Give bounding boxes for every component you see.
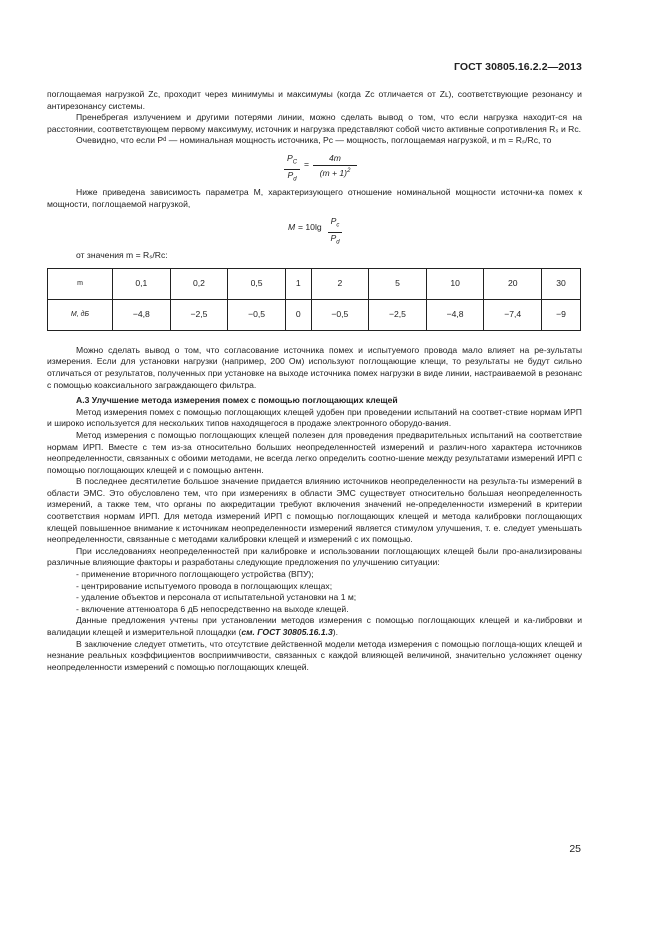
paragraph: Очевидно, что если Pᵈ — номинальная мощность источника, Pᴄ — мощность, поглощаемая нагрузкой, и m = Rₛ/Rᴄ, то bbox=[76, 135, 552, 146]
list-item: - включение аттенюатора 6 дБ непосредственно на выходе клещей. bbox=[76, 603, 349, 614]
table-cell: −2,5 bbox=[369, 299, 427, 330]
table-cell: 30 bbox=[542, 268, 581, 299]
table-cell: −4,8 bbox=[113, 299, 171, 330]
list-item: - центрирование испытуемого провода в поглощающих клещах; bbox=[76, 580, 333, 591]
table-row-label-m: m bbox=[48, 268, 113, 299]
paragraph: Ниже приведена зависимость параметра M, характеризующего отношение номинальной мощности источни-ка помех к мощности, поглощаемой нагрузкой, bbox=[47, 186, 582, 209]
table-cell: −0,5 bbox=[311, 299, 369, 330]
formula-rhs-fraction: 4m $(m + 1)^2$ bbox=[313, 153, 357, 179]
paragraph: Пренебрегая излучением и другими потерями линии, можно сделать вывод о том, что если нагрузка находит-ся на расстоянии, соответствующем первому максимуму, источник и нагрузка представляют собой чисто активные сопротивления Rₛ и Rᴄ. bbox=[47, 112, 582, 134]
table-cell: 10 bbox=[426, 268, 484, 299]
paragraph: поглощаемая нагрузкой Zᴄ, проходит через минимумы и максимумы (когда Zᴄ отличается от Zʟ), соответствующие резонансу и антирезонансу системы. bbox=[47, 89, 582, 111]
formula-M-eq: = 10lg bbox=[298, 222, 322, 233]
table-cell: 0,2 bbox=[170, 268, 228, 299]
formula-M bbox=[47, 212, 582, 246]
section-heading: А.3 Улучшение метода измерения помех с помощью поглощающих клещей bbox=[76, 395, 398, 406]
document-body bbox=[47, 89, 582, 673]
paragraph: Метод измерения помех с помощью поглощающих клещей удобен при проведении испытаний на соответ-ствие нормам ИРП и широко используется для нескольких типов находящегося в продаже электронного оборудо-вания. bbox=[47, 406, 582, 429]
paragraph bbox=[47, 615, 582, 638]
paragraph-text: ). bbox=[332, 627, 339, 637]
paragraph-text: Данные предложения учтены при установлении методов измерения с помощью поглощающих клещей и ка-либровки и валидации клещей и измерительной площадки ( bbox=[47, 615, 582, 637]
table-cell: −7,4 bbox=[484, 299, 542, 330]
list-item: - удаление объектов и персонала от испытательной установки на 1 м; bbox=[76, 592, 357, 603]
page-number: 25 bbox=[569, 843, 581, 855]
proposals-list bbox=[47, 569, 582, 615]
table-cell: 1 bbox=[285, 268, 311, 299]
standard-reference-link[interactable]: см. ГОСТ 30805.16.1.3 bbox=[241, 627, 333, 637]
m-vs-M-table bbox=[47, 268, 581, 331]
formula-M-lhs: M bbox=[288, 222, 296, 233]
table-cell: 2 bbox=[311, 268, 369, 299]
formula-equals: = bbox=[304, 158, 310, 169]
paragraph: от значения m = Rₛ/Rᴄ: bbox=[76, 250, 168, 261]
table-cell: 5 bbox=[369, 268, 427, 299]
paragraph: В последнее десятилетие большое значение придается влиянию источников неопределенности на результа-ты измерений в области ЭМС. Это обусловлено тем, что при измерениях в области ЭМС существует относительно большая неопределенность измерений, а также тем, что органы по аккредитации требуют включения значений не-определенности измерений в критерии соответствия нормам ИРП. Для метода измерений ИРП с помощью поглощающих клещей и метода калибровки поглощающих клещей повышенное внимание к источникам неопределенности измерений является стимулом улучшения, т. е. следует уменьшать неопределенности, связанные с методами калибровки клещей и измерений с их помощью. bbox=[47, 476, 582, 545]
table-cell: 0,5 bbox=[228, 268, 286, 299]
formula-lhs-fraction: $P_C$ $P_d$ bbox=[284, 153, 300, 187]
formula-power-ratio bbox=[47, 149, 582, 183]
paragraph: При исследованиях неопределенностей при калибровке и использовании поглощающих клещей были про-анализированы различные влияющие факторы и разработаны следующие предложения по улучшению ситуации: bbox=[47, 545, 582, 568]
table-cell: 0,1 bbox=[113, 268, 171, 299]
table-cell: 0 bbox=[285, 299, 311, 330]
table-cell: −4,8 bbox=[426, 299, 484, 330]
paragraph: В заключение следует отметить, что отсутствие действенной модели метода измерения с помощью поглоща-ющих клещей и незнание реальных коэффициентов восприимчивости, связанных с каждой влияющей величиной, значительно усложняет оценку неопределенности измерений с помощью поглощающих клещей. bbox=[47, 638, 582, 672]
table-row bbox=[48, 268, 581, 299]
list-item: - применение вторичного поглощающего устройства (ВПУ); bbox=[76, 569, 314, 580]
document-header: ГОСТ 30805.16.2.2—2013 bbox=[454, 61, 582, 73]
table-row bbox=[48, 299, 581, 330]
paragraph: Можно сделать вывод о том, что согласование источника помех и испытуемого провода мало влияет на ре-зультаты измерения. Если для установки нагрузки (например, 200 Ом) используют поглощающие клещи, то результаты не будут сильно отличаться от результатов, полученных при установке на выходе источника помех нагрузки в виде линии, настраиваемой в резонанс с помощью коаксиального заграждающего фильтра. bbox=[47, 344, 582, 390]
formula-M-fraction: $P_c$ $P_d$ bbox=[328, 216, 342, 250]
table-row-label-M: M, дБ bbox=[48, 299, 113, 330]
table-cell: −9 bbox=[542, 299, 581, 330]
table-cell: −2,5 bbox=[170, 299, 228, 330]
table-cell: −0,5 bbox=[228, 299, 286, 330]
paragraph: Метод измерения с помощью поглощающих клещей полезен для проведения предварительных испытаний на соответствие нормам ИРП. Вместе с тем из-за относительно больших неопределенностей измерений и различ-ного характера источников неопределенности, связанных с обоими методами, не всегда легко определить соотно-шение между результатами измерений ИРП с помощью поглощающих клещей и с помощью антенн. bbox=[47, 429, 582, 475]
table-cell: 20 bbox=[484, 268, 542, 299]
